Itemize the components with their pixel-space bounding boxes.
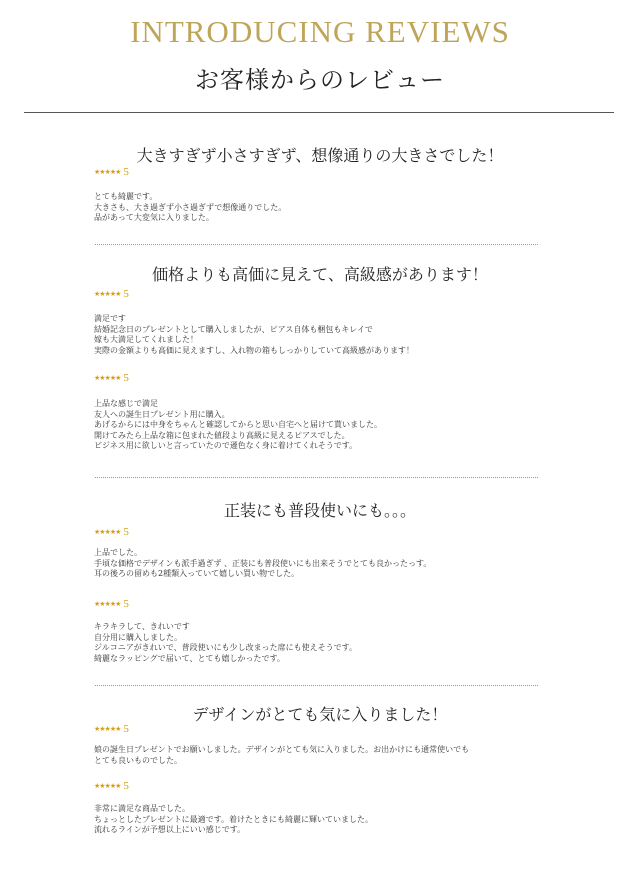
review-line: 上品でした。 [94,548,142,557]
section-title: 正装にも普段使いにも。。。 [223,501,416,520]
stars-icon: ★★★★★ [94,168,121,176]
review-line: キラキラして、きれいです [94,622,190,631]
review-line: 耳の後ろの留めも2種類入っていて嬉しい買い物でした。 [94,569,300,578]
stars-icon: ★★★★★ [94,528,121,536]
dotted-divider [95,685,538,686]
review-line: 手頃な価格でデザインも派手過ぎず 、正装にも普段使いにも出来そうでとても良かったっす。 [94,558,432,568]
review-text [94,804,373,836]
review-text [94,548,431,580]
review-line: 満足です [94,314,126,323]
review-line: とても綺麗です。 [94,192,158,201]
section-title: 大きすぎず小さすぎず、想像通りの大きさでした！ [136,146,504,165]
stars-icon: ★★★★★ [94,725,121,733]
review-text [94,399,382,452]
star-rating [94,526,129,538]
section-title: 価格よりも高価に見えて、高級感があります！ [152,265,488,284]
section-title: デザインがとても気に入りました！ [192,705,448,724]
page-header [0,0,640,115]
star-rating [94,598,129,610]
stars-icon: ★★★★★ [94,374,121,382]
review-text [94,622,357,664]
rating-score: 5 [123,288,129,300]
star-rating [94,372,129,384]
title-english: INTRODUCING REVIEWS [130,14,510,49]
review-line: 大きさも、大き過ぎず小さ過ぎずで想像通りでした。 [94,202,287,212]
rating-score: 5 [123,372,129,384]
review-line: 嫁も大満足してくれました！ [94,335,198,344]
review-text [94,314,414,356]
review-line: ジルコニアがきれいで、普段使いにも少し改まった席にも使えそうです。 [94,643,357,652]
rating-score: 5 [123,780,129,792]
review-line: 結婚記念日のプレゼントとして購入しましたが、ピアス自体も梱包もキレイで [94,324,373,334]
star-rating [94,780,129,792]
review-line: 上品な感じで満足 [94,399,158,408]
review-line: 友人への誕生日プレゼント用に購入。 [94,409,230,419]
rating-score: 5 [123,526,129,538]
stars-icon: ★★★★★ [94,782,121,790]
review-text [94,192,286,224]
dotted-divider [95,477,538,478]
stars-icon: ★★★★★ [94,290,121,298]
review-line: ちょっとしたプレゼントに最適です。着けたときにも綺麗に輝いていました。 [94,814,374,824]
rating-score: 5 [123,598,129,610]
review-line: 娘の誕生日プレゼントでお願いしました。デザインがとても気に入りました。お出かけにも通常使いでも [94,745,470,754]
star-rating [94,166,129,178]
review-line: 自分用に購入しました。 [94,632,182,642]
review-line: ビジネス用に欲しいと言っていたので遜色なく身に着けてくれそうです。 [94,441,358,450]
dotted-divider [95,244,538,245]
review-line: あげるからには中身をちゃんと確認してからと思い自宅へと届けて貰いました。 [94,420,382,429]
review-line: 開けてみたら上品な箱に包まれた値段より高級に見えるピアスでした。 [94,430,350,440]
stars-icon: ★★★★★ [94,600,121,608]
review-line: 非常に満足な商品でした。 [94,804,190,813]
rating-score: 5 [123,166,129,178]
review-line: 実際の金額よりも高価に見えますし、入れ物の箱もしっかりしていて高級感があります！ [94,345,414,355]
review-line: 流れるラインが予想以上にいい感じです。 [94,825,246,834]
review-text [94,745,469,766]
rating-score: 5 [123,723,129,735]
header-divider [24,112,614,113]
review-line: 綺麗なラッピングで届いて、とても嬉しかったです。 [94,653,285,663]
star-rating [94,723,129,735]
review-line: とても良いものでした。 [94,755,182,765]
title-japanese: お客様からのレビュー [195,66,445,94]
review-line: 品があって大変気に入りました。 [94,213,214,222]
star-rating [94,288,129,300]
